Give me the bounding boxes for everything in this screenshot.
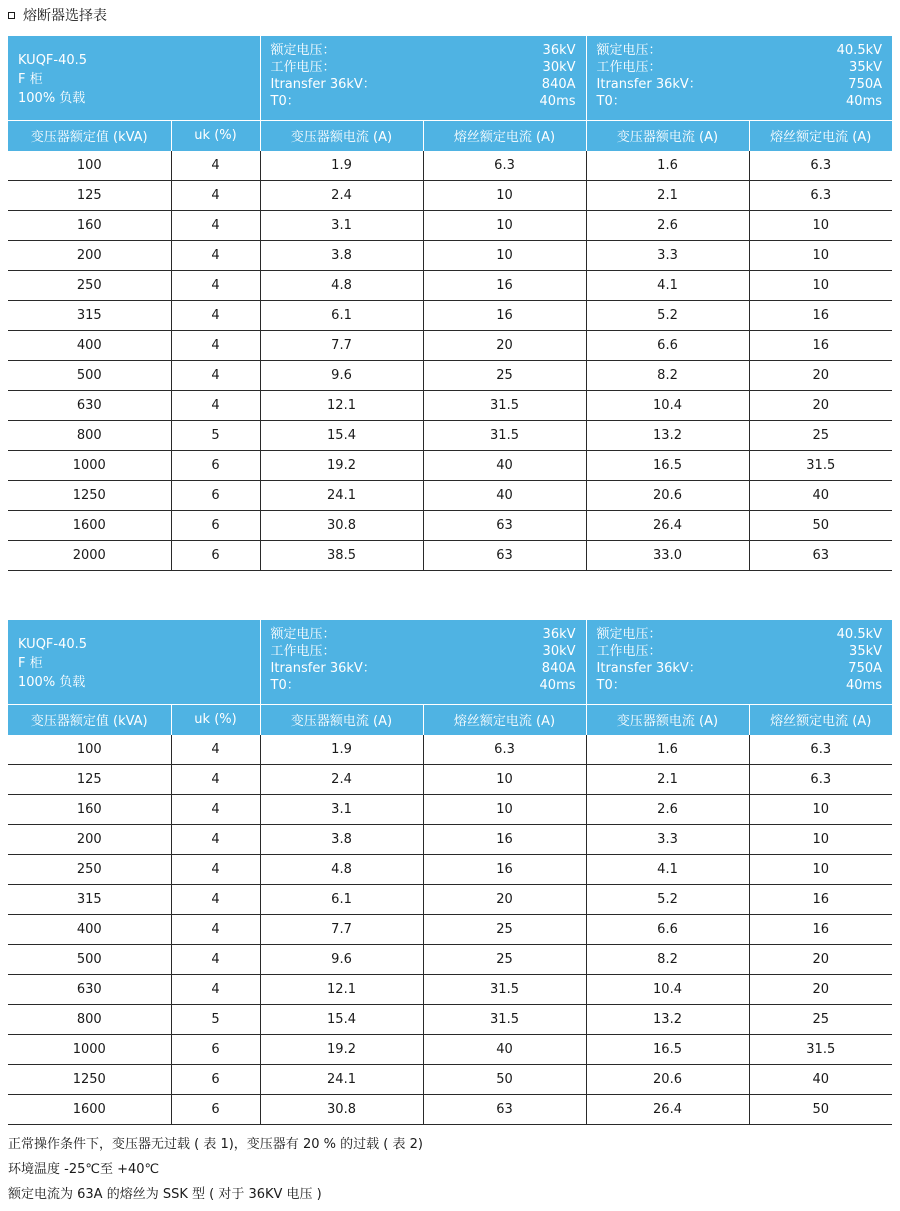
rating-value: 40ms — [846, 678, 883, 693]
model-line: 100% 负载 — [18, 675, 86, 690]
table-cell: 5.2 — [586, 300, 749, 330]
table-cell: 10 — [749, 240, 892, 270]
table-cell: 125 — [8, 764, 171, 794]
rating-row — [271, 59, 576, 76]
table-cell: 4 — [171, 824, 260, 854]
rating-value: 750A — [848, 661, 883, 676]
table-cell: 1600 — [8, 510, 171, 540]
table-cell: 20 — [749, 360, 892, 390]
rating-label: 额定电压： — [270, 627, 336, 642]
table-cell: 31.5 — [423, 420, 586, 450]
table-cell: 1250 — [8, 1064, 171, 1094]
table-cell: 5 — [171, 1004, 260, 1034]
table-row — [8, 735, 892, 765]
table-cell: 2.1 — [586, 180, 749, 210]
table-cell: 10 — [423, 210, 586, 240]
table-cell: 1.6 — [586, 151, 749, 181]
table-cell: 1.9 — [260, 151, 423, 181]
table-row — [8, 794, 892, 824]
table-cell: 16 — [749, 914, 892, 944]
table-cell: 3.3 — [586, 824, 749, 854]
table-row — [8, 180, 892, 210]
table-row — [8, 854, 892, 884]
table-row — [8, 884, 892, 914]
table-cell: 19.2 — [260, 1034, 423, 1064]
table-cell: 31.5 — [423, 390, 586, 420]
rating-label: 额定电压： — [270, 43, 336, 58]
rating-row — [271, 42, 576, 59]
table-cell: 25 — [423, 360, 586, 390]
rating-block-2 — [586, 620, 892, 704]
table-cell: 630 — [8, 390, 171, 420]
table-cell: 25 — [749, 1004, 892, 1034]
table-cell: 4.1 — [586, 854, 749, 884]
table-cell: 1600 — [8, 1094, 171, 1124]
table-cell: 800 — [8, 1004, 171, 1034]
table-row — [8, 240, 892, 270]
table-cell: 250 — [8, 270, 171, 300]
page-title — [8, 4, 107, 26]
table-cell: 6.1 — [260, 884, 423, 914]
table-cell: 2.1 — [586, 764, 749, 794]
rating-label: 额定电压： — [596, 627, 662, 642]
table-row — [8, 450, 892, 480]
table-cell: 16 — [423, 824, 586, 854]
rating-value: 40ms — [846, 94, 883, 109]
column-header: 变压器额电流 (A) — [260, 704, 423, 735]
model-line: KUQF-40.5 — [18, 637, 88, 652]
table-cell: 6.6 — [586, 914, 749, 944]
table-cell: 4 — [171, 330, 260, 360]
table-cell: 4 — [171, 914, 260, 944]
table-cell: 6.3 — [749, 180, 892, 210]
column-header: 变压器额定值 (kVA) — [8, 120, 171, 151]
table-cell: 6 — [171, 1094, 260, 1124]
rating-label: T0： — [596, 94, 626, 109]
table-cell: 160 — [8, 210, 171, 240]
table-cell: 4 — [171, 210, 260, 240]
table-cell: 16 — [749, 884, 892, 914]
table-cell: 200 — [8, 824, 171, 854]
rating-value: 35kV — [849, 644, 883, 659]
table-cell: 16.5 — [586, 450, 749, 480]
rating-block-1 — [260, 620, 586, 704]
table-cell: 10 — [749, 824, 892, 854]
table-cell: 4 — [171, 764, 260, 794]
column-header: 熔丝额定电流 (A) — [423, 120, 586, 151]
table-cell: 30.8 — [260, 510, 423, 540]
table-cell: 10.4 — [586, 390, 749, 420]
table-cell: 20 — [749, 944, 892, 974]
table-cell: 4 — [171, 360, 260, 390]
rating-value: 40ms — [539, 94, 576, 109]
table-cell: 6.3 — [423, 151, 586, 181]
column-header: 变压器额电流 (A) — [260, 120, 423, 151]
rating-value: 30kV — [542, 644, 576, 659]
table-row — [8, 510, 892, 540]
table-cell: 6 — [171, 510, 260, 540]
table-cell: 25 — [749, 420, 892, 450]
rating-row — [271, 93, 576, 110]
table-cell: 25 — [423, 944, 586, 974]
page-title-text: 熔断器选择表 — [23, 8, 107, 24]
rating-row — [271, 76, 576, 93]
rating-row — [597, 677, 883, 694]
table-cell: 4 — [171, 300, 260, 330]
table-cell: 16 — [423, 854, 586, 884]
table-cell: 24.1 — [260, 1064, 423, 1094]
table-cell: 20 — [423, 884, 586, 914]
table-cell: 20.6 — [586, 1064, 749, 1094]
table-cell: 4 — [171, 390, 260, 420]
table-cell: 9.6 — [260, 360, 423, 390]
rating-label: 工作电压： — [596, 644, 662, 659]
table-cell: 800 — [8, 420, 171, 450]
table-cell: 50 — [423, 1064, 586, 1094]
table-cell: 4 — [171, 794, 260, 824]
table-cell: 200 — [8, 240, 171, 270]
table-cell: 7.7 — [260, 330, 423, 360]
table-cell: 6.3 — [749, 735, 892, 765]
table-cell: 6 — [171, 1034, 260, 1064]
model-label-cell — [8, 36, 260, 120]
rating-value: 35kV — [849, 60, 883, 75]
rating-value: 40ms — [539, 678, 576, 693]
table-cell: 31.5 — [749, 450, 892, 480]
table-cell: 16 — [423, 270, 586, 300]
table-cell: 1250 — [8, 480, 171, 510]
column-header: 熔丝额定电流 (A) — [749, 704, 892, 735]
table-cell: 4 — [171, 270, 260, 300]
table-cell: 10 — [423, 764, 586, 794]
table-cell: 4 — [171, 944, 260, 974]
rating-row — [597, 93, 883, 110]
table-cell: 4.8 — [260, 270, 423, 300]
rating-value: 840A — [541, 77, 576, 92]
table-cell: 19.2 — [260, 450, 423, 480]
table-cell: 6 — [171, 450, 260, 480]
table-cell: 10 — [749, 854, 892, 884]
table-cell: 25 — [423, 914, 586, 944]
model-line: F 柜 — [18, 72, 43, 87]
table-cell: 1000 — [8, 450, 171, 480]
table-cell: 4.8 — [260, 854, 423, 884]
table-cell: 40 — [749, 480, 892, 510]
table-row — [8, 1064, 892, 1094]
table-cell: 24.1 — [260, 480, 423, 510]
table-cell: 8.2 — [586, 944, 749, 974]
rating-label: Itransfer 36kV： — [270, 77, 376, 92]
table-row — [8, 330, 892, 360]
column-header: uk (%) — [171, 704, 260, 735]
table-row — [8, 540, 892, 570]
rating-value: 36kV — [542, 627, 576, 642]
table-row — [8, 1034, 892, 1064]
note-line: 正常操作条件下，变压器无过载 ( 表 1)，变压器有 20 % 的过载 ( 表 2) — [8, 1137, 423, 1152]
rating-label: 工作电压： — [270, 60, 336, 75]
table-cell: 6.6 — [586, 330, 749, 360]
rating-value: 40.5kV — [836, 627, 883, 642]
table-cell: 3.3 — [586, 240, 749, 270]
table-cell: 1.6 — [586, 735, 749, 765]
table-cell: 6.3 — [749, 151, 892, 181]
rating-row — [597, 76, 883, 93]
note-line: 额定电流为 63A 的熔丝为 SSK 型 ( 对于 36KV 电压 ) — [8, 1187, 322, 1202]
table-cell: 10 — [749, 210, 892, 240]
table-cell: 4 — [171, 735, 260, 765]
rating-value: 750A — [848, 77, 883, 92]
table-cell: 26.4 — [586, 1094, 749, 1124]
table-cell: 400 — [8, 914, 171, 944]
table-cell: 40 — [423, 450, 586, 480]
table-row — [8, 480, 892, 510]
rating-label: T0： — [270, 94, 300, 109]
table-cell: 4 — [171, 884, 260, 914]
notes — [8, 1132, 423, 1207]
table-cell: 125 — [8, 180, 171, 210]
table-row — [8, 390, 892, 420]
table-cell: 4 — [171, 180, 260, 210]
table-row — [8, 914, 892, 944]
table-cell: 2.4 — [260, 180, 423, 210]
table-cell: 12.1 — [260, 974, 423, 1004]
table-cell: 40 — [423, 480, 586, 510]
rating-row — [597, 42, 883, 59]
table-cell: 30.8 — [260, 1094, 423, 1124]
table-cell: 6.3 — [423, 735, 586, 765]
rating-row — [271, 626, 576, 643]
column-header: 熔丝额定电流 (A) — [749, 120, 892, 151]
table-cell: 10 — [423, 180, 586, 210]
table-cell: 2000 — [8, 540, 171, 570]
table-cell: 33.0 — [586, 540, 749, 570]
table-cell: 315 — [8, 884, 171, 914]
column-header: 变压器额电流 (A) — [586, 704, 749, 735]
table-cell: 3.1 — [260, 794, 423, 824]
rating-label: Itransfer 36kV： — [596, 77, 702, 92]
rating-row — [597, 626, 883, 643]
table-cell: 12.1 — [260, 390, 423, 420]
table-cell: 63 — [423, 540, 586, 570]
column-header: 变压器额电流 (A) — [586, 120, 749, 151]
rating-row — [597, 59, 883, 76]
column-header: 熔丝额定电流 (A) — [423, 704, 586, 735]
table-cell: 50 — [749, 1094, 892, 1124]
rating-row — [597, 660, 883, 677]
table-cell: 20 — [423, 330, 586, 360]
table-cell: 1000 — [8, 1034, 171, 1064]
table-cell: 250 — [8, 854, 171, 884]
table-cell: 10 — [423, 240, 586, 270]
rating-row — [271, 643, 576, 660]
table-cell: 100 — [8, 151, 171, 181]
table-cell: 315 — [8, 300, 171, 330]
table-cell: 31.5 — [749, 1034, 892, 1064]
table-cell: 38.5 — [260, 540, 423, 570]
table-cell: 20.6 — [586, 480, 749, 510]
model-line: 100% 负载 — [18, 91, 86, 106]
table-cell: 40 — [749, 1064, 892, 1094]
table-row — [8, 151, 892, 181]
table-cell: 26.4 — [586, 510, 749, 540]
fuse-selection-table-1 — [8, 36, 892, 571]
table-cell: 13.2 — [586, 420, 749, 450]
table-cell: 63 — [749, 540, 892, 570]
table-row — [8, 300, 892, 330]
table-cell: 3.8 — [260, 824, 423, 854]
table-cell: 160 — [8, 794, 171, 824]
table-cell: 20 — [749, 390, 892, 420]
table-cell: 31.5 — [423, 974, 586, 1004]
table-cell: 500 — [8, 360, 171, 390]
table-cell: 6.3 — [749, 764, 892, 794]
rating-label: 工作电压： — [270, 644, 336, 659]
table-cell: 31.5 — [423, 1004, 586, 1034]
table-cell: 10 — [749, 794, 892, 824]
rating-row — [271, 660, 576, 677]
rating-value: 40.5kV — [836, 43, 883, 58]
table-row — [8, 944, 892, 974]
table-cell: 4 — [171, 151, 260, 181]
table-row — [8, 210, 892, 240]
model-line: KUQF-40.5 — [18, 53, 88, 68]
table-cell: 10 — [749, 270, 892, 300]
table-row — [8, 1004, 892, 1034]
table-cell: 16 — [749, 330, 892, 360]
table-cell: 5.2 — [586, 884, 749, 914]
table-cell: 3.1 — [260, 210, 423, 240]
table-cell: 4 — [171, 974, 260, 1004]
rating-value: 36kV — [542, 43, 576, 58]
rating-row — [597, 643, 883, 660]
table-cell: 2.6 — [586, 210, 749, 240]
rating-label: T0： — [596, 678, 626, 693]
table-row — [8, 764, 892, 794]
rating-label: 额定电压： — [596, 43, 662, 58]
rating-value: 840A — [541, 661, 576, 676]
table-cell: 8.2 — [586, 360, 749, 390]
note-line: 环境温度 -25℃至 +40℃ — [8, 1162, 160, 1177]
table-cell: 20 — [749, 974, 892, 1004]
column-header: 变压器额定值 (kVA) — [8, 704, 171, 735]
table-cell: 6 — [171, 480, 260, 510]
table-cell: 15.4 — [260, 1004, 423, 1034]
rating-row — [271, 677, 576, 694]
table-cell: 16 — [423, 300, 586, 330]
rating-label: 工作电压： — [596, 60, 662, 75]
table-cell: 15.4 — [260, 420, 423, 450]
table-cell: 7.7 — [260, 914, 423, 944]
table-cell: 10 — [423, 794, 586, 824]
table-row — [8, 360, 892, 390]
table-cell: 16 — [749, 300, 892, 330]
column-header: uk (%) — [171, 120, 260, 151]
table-cell: 100 — [8, 735, 171, 765]
rating-label: Itransfer 36kV： — [596, 661, 702, 676]
table-cell: 4 — [171, 854, 260, 884]
square-bullet-icon — [8, 12, 15, 19]
table-cell: 10.4 — [586, 974, 749, 1004]
table-cell: 6 — [171, 1064, 260, 1094]
table-row — [8, 420, 892, 450]
table-cell: 63 — [423, 1094, 586, 1124]
table-cell: 9.6 — [260, 944, 423, 974]
model-label-cell — [8, 620, 260, 704]
rating-label: Itransfer 36kV： — [270, 661, 376, 676]
table-cell: 50 — [749, 510, 892, 540]
table-row — [8, 824, 892, 854]
table-cell: 2.6 — [586, 794, 749, 824]
rating-block-1 — [260, 36, 586, 120]
table-cell: 500 — [8, 944, 171, 974]
table-cell: 4 — [171, 240, 260, 270]
rating-label: T0： — [270, 678, 300, 693]
table-cell: 16.5 — [586, 1034, 749, 1064]
table-cell: 4.1 — [586, 270, 749, 300]
rating-block-2 — [586, 36, 892, 120]
table-row — [8, 270, 892, 300]
rating-value: 30kV — [542, 60, 576, 75]
table-cell: 2.4 — [260, 764, 423, 794]
table-cell: 13.2 — [586, 1004, 749, 1034]
table-cell: 1.9 — [260, 735, 423, 765]
table-row — [8, 974, 892, 1004]
table-cell: 40 — [423, 1034, 586, 1064]
table-cell: 6.1 — [260, 300, 423, 330]
table-cell: 3.8 — [260, 240, 423, 270]
table-cell: 63 — [423, 510, 586, 540]
table-cell: 400 — [8, 330, 171, 360]
table-cell: 6 — [171, 540, 260, 570]
fuse-selection-table-2 — [8, 620, 892, 1125]
table-row — [8, 1094, 892, 1124]
table-cell: 630 — [8, 974, 171, 1004]
model-line: F 柜 — [18, 656, 43, 671]
table-cell: 5 — [171, 420, 260, 450]
